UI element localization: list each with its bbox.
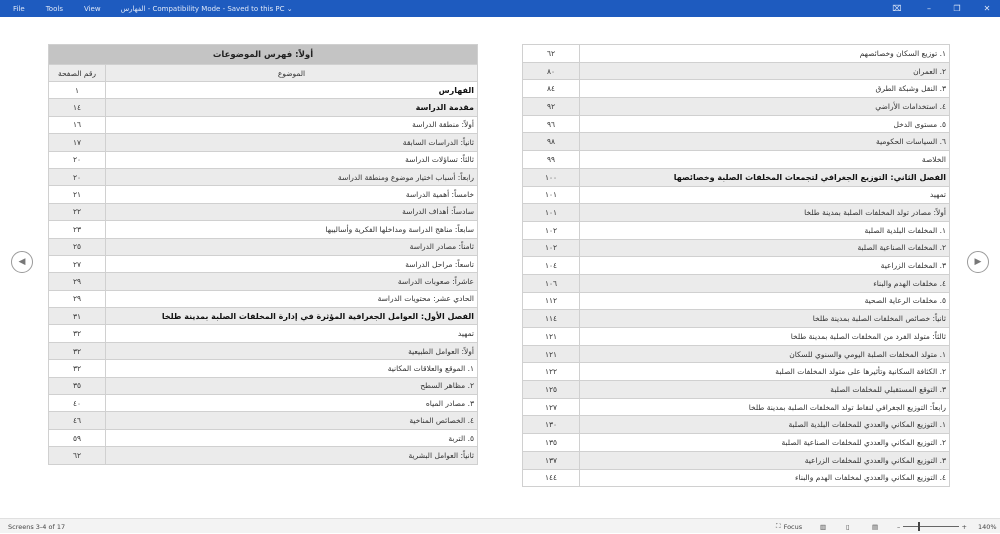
table-row (49, 134, 478, 151)
page-number-cell: ٦٢ (49, 447, 106, 464)
topic-cell: ٦. السياسات الحكومية (580, 133, 950, 151)
topic-cell: ٤. الخصائص المناخية (106, 412, 478, 429)
page-number-cell: ٢١ (49, 186, 106, 203)
topic-cell: خامساً: أهمية الدراسة (106, 186, 478, 203)
close-button[interactable]: ✕ (983, 4, 991, 13)
previous-page-button[interactable] (11, 251, 33, 273)
table-row (523, 381, 950, 399)
page-number-cell: ١٠٠ (523, 168, 580, 186)
topic-cell: ٤. استخدامات الأراضي (580, 98, 950, 116)
page-number-cell: ١٣٠ (523, 416, 580, 434)
table-row (49, 360, 478, 377)
page-number-cell: ١٠١ (523, 204, 580, 222)
topic-cell: الفهارس (106, 82, 478, 99)
table-row (49, 255, 478, 272)
page-number-cell: ٢٧ (49, 255, 106, 272)
topic-cell: ٢. الكثافة السكانية وتأثيرها على متولد المخلفات الصلبة (580, 363, 950, 381)
chevron-right-icon: ▶ (974, 257, 982, 267)
table-row (523, 221, 950, 239)
table-row (49, 99, 478, 116)
page-number-cell: ١٠٢ (523, 221, 580, 239)
topic-cell: ثالثاً: تساؤلات الدراسة (106, 151, 478, 168)
topic-cell: ١. التوزيع المكاني والعددي للمخلفات البلدية الصلبة (580, 416, 950, 434)
topic-cell: ١. المخلفات البلدية الصلبة (580, 221, 950, 239)
topic-cell: ثانياً: خصائص المخلفات الصلبة بمدينة طلخا (580, 310, 950, 328)
table-row (523, 80, 950, 98)
topic-cell: تمهيد (580, 186, 950, 204)
topic-cell: ٢. المخلفات الصناعية الصلبة (580, 239, 950, 257)
menu-tools[interactable]: Tools (45, 4, 63, 13)
page-number-cell: ٨٠ (523, 62, 580, 80)
minimize-button[interactable]: – (927, 4, 931, 13)
menu-view[interactable]: View (83, 4, 101, 13)
page-number-cell: ٤٦ (49, 412, 106, 429)
topic-cell: ٢. مظاهر السطح (106, 377, 478, 394)
page-header: رقم الصفحة (49, 65, 106, 82)
table-row (523, 186, 950, 204)
table-row (49, 82, 478, 99)
topic-cell: ١. توزيع السكان وخصائصهم (580, 45, 950, 63)
topic-cell: سادساً: أهداف الدراسة (106, 203, 478, 220)
print-layout-button[interactable]: ▯ (846, 522, 850, 531)
title-bar (0, 0, 1000, 17)
page-number-cell: ١ (49, 82, 106, 99)
table-row (49, 168, 478, 185)
page-number-cell: ٢٠ (49, 168, 106, 185)
next-page-button[interactable] (967, 251, 989, 273)
topic-cell: رابعاً: أسباب اختيار موضوع ومنطقة الدراسة (106, 168, 478, 185)
page-number-cell: ١١٢ (523, 292, 580, 310)
page-number-cell: ٣١ (49, 308, 106, 325)
table-row (49, 412, 478, 429)
page-number-cell: ٢٢ (49, 203, 106, 220)
topic-cell: ٣. مصادر المياه (106, 395, 478, 412)
topic-cell: ١. الموقع والعلاقات المكانية (106, 360, 478, 377)
status-bar (0, 518, 1000, 533)
page-number-cell: ١٣٥ (523, 434, 580, 452)
left-page (48, 44, 478, 465)
zoom-slider[interactable]: – + (897, 522, 967, 531)
table-row (523, 451, 950, 469)
focus-label: Focus (783, 522, 803, 531)
table-title: أولاً: فهرس الموضوعات (49, 45, 478, 65)
page-number-cell: ١١٤ (523, 310, 580, 328)
page-number-cell: ٢٥ (49, 238, 106, 255)
focus-button[interactable] (776, 519, 802, 534)
table-row (523, 168, 950, 186)
topic-cell: ٤. التوزيع المكاني والعددي لمخلفات الهدم والبناء (580, 469, 950, 487)
table-row (523, 62, 950, 80)
topic-cell: تاسعاً: مراحل الدراسة (106, 255, 478, 272)
table-row (49, 325, 478, 342)
topic-cell: أولاً: منطقة الدراسة (106, 116, 478, 133)
page-number-cell: ١٧ (49, 134, 106, 151)
topic-cell: الفصل الأول: العوامل الجغرافية المؤثرة في إدارة المخلفات الصلبة بمدينة طلخا (106, 308, 478, 325)
page-number-cell: ١٠٦ (523, 274, 580, 292)
topic-cell: مقدمة الدراسة (106, 99, 478, 116)
table-row (49, 221, 478, 238)
page-number-cell: ٣٢ (49, 360, 106, 377)
page-number-cell: ٩٨ (523, 133, 580, 151)
focus-icon: ⛶ (776, 522, 781, 530)
table-row (49, 203, 478, 220)
table-row (49, 116, 478, 133)
topic-cell: ٥. التربة (106, 429, 478, 446)
table-row (49, 377, 478, 394)
screen-count: Screens 3-4 of 17 (8, 522, 66, 531)
right-page (522, 44, 950, 487)
topic-cell: ٥. مستوى الدخل (580, 115, 950, 133)
topics-index-table-continued (522, 44, 950, 487)
zoom-level[interactable]: 140% (978, 522, 997, 531)
page-number-cell: ٩٢ (523, 98, 580, 116)
page-number-cell: ١٣٧ (523, 451, 580, 469)
web-layout-button[interactable]: ▤ (872, 522, 879, 531)
topic-cell: الحادي عشر: محتويات الدراسة (106, 290, 478, 307)
table-row (523, 310, 950, 328)
table-row (49, 151, 478, 168)
table-row (523, 345, 950, 363)
page-number-cell: ٣٢ (49, 325, 106, 342)
topic-cell: ٣. التوقع المستقبلي للمخلفات الصلبة (580, 381, 950, 399)
document-title[interactable]: الفهارس - Compatibility Mode - Saved to this PC ⌄ (120, 4, 293, 13)
table-row (523, 434, 950, 452)
topic-cell: ثالثاً: متولد الفرد من المخلفات الصلبة بمدينة طلخا (580, 328, 950, 346)
table-row (523, 98, 950, 116)
table-row (49, 238, 478, 255)
table-row (523, 45, 950, 63)
page-number-cell: ٢٠ (49, 151, 106, 168)
table-row (523, 274, 950, 292)
table-row (523, 416, 950, 434)
topic-cell: عاشراً: صعوبات الدراسة (106, 273, 478, 290)
page-number-cell: ١٤٤ (523, 469, 580, 487)
page-number-cell: ١٢٥ (523, 381, 580, 399)
topic-cell: الخلاصة (580, 151, 950, 169)
table-row (523, 204, 950, 222)
page-number-cell: ١٠١ (523, 186, 580, 204)
table-row (49, 273, 478, 290)
table-row (523, 151, 950, 169)
table-row (49, 447, 478, 464)
topic-cell: سابعاً: مناهج الدراسة ومداخلها الفكرية وأساليبها (106, 221, 478, 238)
page-number-cell: ٢٩ (49, 290, 106, 307)
topic-cell: ثانياً: الدراسات السابقة (106, 134, 478, 151)
page-number-cell: ١٤ (49, 99, 106, 116)
table-row (523, 328, 950, 346)
table-row (49, 342, 478, 359)
topic-cell: أولاً: مصادر تولد المخلفات الصلبة بمدينة طلخا (580, 204, 950, 222)
menu-file[interactable]: File (13, 4, 25, 13)
read-mode-button[interactable]: ▥ (820, 522, 827, 531)
topic-cell: ٤. مخلفات الهدم والبناء (580, 274, 950, 292)
table-row (523, 115, 950, 133)
table-row (523, 398, 950, 416)
table-row (49, 308, 478, 325)
table-row (523, 133, 950, 151)
table-row (49, 186, 478, 203)
page-number-cell: ٥٩ (49, 429, 106, 446)
topic-cell: ٥. مخلفات الرعاية الصحية (580, 292, 950, 310)
page-number-cell: ١٦ (49, 116, 106, 133)
topic-cell: ثانياً: العوامل البشرية (106, 447, 478, 464)
topic-cell: ٣. التوزيع المكاني والعددي للمخلفات الزراعية (580, 451, 950, 469)
page-number-cell: ١٠٢ (523, 239, 580, 257)
topic-cell: رابعاً: التوزيع الجغرافي لنقاط تولد المخلفات الصلبة بمدينة طلخا (580, 398, 950, 416)
page-number-cell: ٤٠ (49, 395, 106, 412)
chevron-left-icon: ◀ (18, 257, 26, 267)
page-number-cell: ١٠٤ (523, 257, 580, 275)
table-row (49, 395, 478, 412)
topic-cell: ٢. التوزيع المكاني والعددي للمخلفات الصناعية الصلبة (580, 434, 950, 452)
page-number-cell: ٦٢ (523, 45, 580, 63)
topic-cell: تمهيد (106, 325, 478, 342)
page-number-cell: ٣٥ (49, 377, 106, 394)
restore-button[interactable]: ❐ (953, 4, 961, 13)
page-number-cell: ٢٩ (49, 273, 106, 290)
table-row (523, 239, 950, 257)
page-number-cell: ٢٣ (49, 221, 106, 238)
table-row (523, 363, 950, 381)
fullscreen-icon[interactable]: ⌧ (892, 4, 902, 13)
topic-cell: الفصل الثاني: التوزيع الجغرافي لتجمعات المخلفات الصلبة وخصائصها (580, 168, 950, 186)
topic-cell: ثامناً: مصادر الدراسة (106, 238, 478, 255)
table-row (49, 429, 478, 446)
topic-header: الموضوع (106, 65, 478, 82)
page-number-cell: ١٢٢ (523, 363, 580, 381)
page-number-cell: ١٢٧ (523, 398, 580, 416)
page-number-cell: ١٢١ (523, 328, 580, 346)
topic-cell: ٢. العمران (580, 62, 950, 80)
topic-cell: ٣. المخلفات الزراعية (580, 257, 950, 275)
page-number-cell: ٩٩ (523, 151, 580, 169)
table-row (523, 257, 950, 275)
table-row (523, 292, 950, 310)
page-number-cell: ٩٦ (523, 115, 580, 133)
topic-cell: ١. متولد المخلفات الصلبة اليومي والسنوي للسكان (580, 345, 950, 363)
table-row (523, 469, 950, 487)
topics-index-table (48, 44, 478, 465)
table-row (49, 290, 478, 307)
topic-cell: ٣. النقل وشبكة الطرق (580, 80, 950, 98)
page-number-cell: ٣٢ (49, 342, 106, 359)
page-number-cell: ٨٤ (523, 80, 580, 98)
topic-cell: أولاً: العوامل الطبيعية (106, 342, 478, 359)
page-number-cell: ١٢١ (523, 345, 580, 363)
